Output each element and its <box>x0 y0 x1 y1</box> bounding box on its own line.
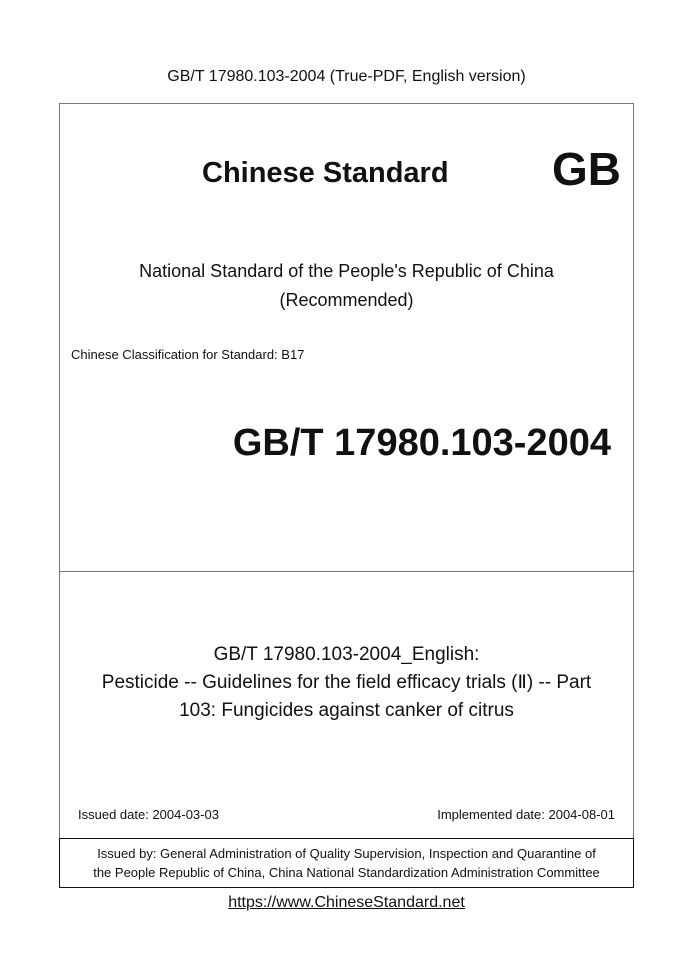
classification-label: Chinese Classification for Standard: B17 <box>71 347 305 362</box>
chinese-standard-heading: Chinese Standard <box>202 157 449 189</box>
document-number: GB/T 17980.103-2004 <box>232 422 611 464</box>
document-title <box>60 641 633 725</box>
issuer-line-1: Issued by: General Administration of Quality Supervision, Inspection and Quarantine of <box>97 846 596 861</box>
issuer-box <box>59 838 634 888</box>
title-line-1: GB/T 17980.103-2004_English: <box>213 644 480 665</box>
gb-mark: GB <box>552 143 621 195</box>
title-line-3: 103: Fungicides against canker of citrus <box>179 700 514 721</box>
footer-link[interactable]: https://www.ChineseStandard.net <box>228 894 465 911</box>
issued-date: Issued date: 2004-03-03 <box>78 807 219 822</box>
implemented-date: Implemented date: 2004-08-01 <box>437 807 615 822</box>
national-standard-label <box>60 257 633 315</box>
cover-upper-section <box>60 104 633 572</box>
page-header: GB/T 17980.103-2004 (True-PDF, English version) <box>167 68 526 85</box>
national-standard-line-2: (Recommended) <box>279 290 414 310</box>
issuer-line-2: the People Republic of China, China National Standardization Administration Committee <box>93 865 600 880</box>
cover-frame <box>59 103 634 888</box>
title-line-2: Pesticide -- Guidelines for the field efficacy trials (Ⅱ) -- Part <box>101 672 592 693</box>
national-standard-line-1: National Standard of the People's Republic of China <box>139 261 554 281</box>
